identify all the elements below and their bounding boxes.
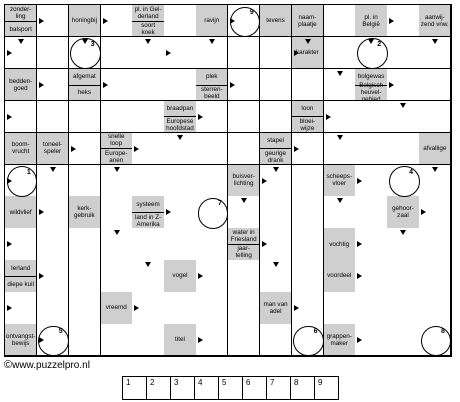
- answer-cell[interactable]: [37, 292, 69, 324]
- clue-cell: [228, 228, 260, 260]
- answer-cell[interactable]: [101, 196, 133, 228]
- down-arrow-icon: [432, 167, 438, 172]
- answer-cell[interactable]: [292, 196, 324, 228]
- clue-text: Europese hoofdstad: [166, 117, 194, 132]
- down-arrow-icon: [273, 167, 279, 172]
- brand-footer: [4, 359, 90, 371]
- answer-box[interactable]: 2: [147, 377, 171, 399]
- clue-cell: [132, 196, 164, 228]
- answer-cell[interactable]: [228, 292, 260, 324]
- answer-box[interactable]: 3: [171, 377, 195, 399]
- copyright-symbol: ©: [4, 359, 13, 371]
- answer-cell[interactable]: [132, 165, 164, 197]
- answer-cell[interactable]: [387, 292, 419, 324]
- clue-text: aanwij- zend vnw.: [420, 13, 449, 28]
- clue-text: naam- plaatje: [298, 13, 317, 28]
- answer-box[interactable]: 5: [219, 377, 243, 399]
- clue-cell: [387, 196, 419, 228]
- clue-text: pl. in Gel- derland: [134, 5, 162, 20]
- clue-text: diepe kuil: [5, 276, 36, 292]
- solution-number: 3: [90, 40, 95, 48]
- answer-cell[interactable]: [419, 292, 451, 324]
- clue-cell: [132, 5, 164, 37]
- answer-cell[interactable]: [164, 165, 196, 197]
- right-arrow-icon: [39, 273, 44, 279]
- answer-cell[interactable]: [228, 324, 260, 356]
- answer-cell[interactable]: [69, 292, 101, 324]
- right-arrow-icon: [7, 305, 12, 311]
- clue-text: man van adel: [263, 300, 288, 315]
- clue-text: heks: [69, 85, 100, 101]
- clue-text: bloei- wijze: [292, 116, 323, 132]
- clue-cell: [5, 260, 37, 292]
- clue-cell: [324, 228, 356, 260]
- answer-cell[interactable]: [292, 69, 324, 101]
- answer-box[interactable]: 6: [243, 377, 267, 399]
- clue-text: voordeel: [327, 272, 352, 280]
- right-arrow-icon: [294, 305, 299, 311]
- clue-text: toneel- speler: [42, 141, 63, 156]
- answer-cell[interactable]: [387, 324, 419, 356]
- right-arrow-icon: [7, 114, 12, 120]
- answer-cell[interactable]: [292, 228, 324, 260]
- clue-text: balsport: [5, 21, 36, 37]
- answer-cell[interactable]: [228, 37, 260, 69]
- answer-cell[interactable]: [355, 133, 387, 165]
- down-arrow-icon: [400, 230, 406, 235]
- answer-cell[interactable]: [101, 37, 133, 69]
- answer-cell[interactable]: [387, 260, 419, 292]
- clue-cell: [355, 69, 387, 101]
- clue-text: vogel: [172, 272, 188, 280]
- answer-cell[interactable]: [419, 69, 451, 101]
- down-arrow-icon: [145, 39, 151, 44]
- solution-number: 2: [377, 40, 382, 48]
- right-arrow-icon: [7, 50, 12, 56]
- right-arrow-icon: [7, 241, 12, 247]
- clue-cell: [5, 133, 37, 165]
- solution-circle: [389, 166, 420, 197]
- clue-cell: [5, 69, 37, 101]
- down-arrow-icon: [368, 39, 374, 44]
- answer-cell[interactable]: [260, 69, 292, 101]
- right-arrow-icon: [198, 273, 203, 279]
- answer-cell[interactable]: [292, 260, 324, 292]
- clue-text: karakter: [296, 49, 319, 57]
- clue-text: afgemat: [72, 73, 96, 81]
- down-arrow-icon: [209, 39, 215, 44]
- answer-cell[interactable]: [260, 324, 292, 356]
- right-arrow-icon: [39, 337, 44, 343]
- answer-cell[interactable]: [132, 69, 164, 101]
- right-arrow-icon: [166, 50, 171, 56]
- clue-cell: [5, 196, 37, 228]
- right-arrow-icon: [7, 178, 12, 184]
- clue-cell: [260, 292, 292, 324]
- right-arrow-icon: [357, 273, 362, 279]
- down-arrow-icon: [50, 167, 56, 172]
- answer-cell[interactable]: [228, 101, 260, 133]
- answer-cell[interactable]: [101, 101, 133, 133]
- clue-text: Belgisch heuvel-: [355, 85, 386, 101]
- answer-cell[interactable]: [69, 165, 101, 197]
- answer-cell[interactable]: [196, 228, 228, 260]
- answer-cell[interactable]: [164, 69, 196, 101]
- clue-text: geurige drank: [260, 148, 291, 164]
- answer-cell[interactable]: [196, 292, 228, 324]
- down-arrow-icon: [273, 262, 279, 267]
- clue-cell: [292, 5, 324, 37]
- clue-text: ravijn: [204, 17, 220, 25]
- answer-cell[interactable]: [101, 260, 133, 292]
- down-arrow-icon: [114, 230, 120, 235]
- answer-cell[interactable]: [387, 133, 419, 165]
- right-arrow-icon: [39, 18, 44, 24]
- clue-text: bedden- goed: [9, 77, 33, 92]
- clue-text: grappen- maker: [326, 332, 352, 347]
- down-arrow-icon: [337, 135, 343, 140]
- answer-cell[interactable]: [260, 101, 292, 133]
- clue-text: titel: [175, 336, 185, 344]
- answer-cell[interactable]: [292, 165, 324, 197]
- right-arrow-icon: [357, 178, 362, 184]
- clue-cell: [69, 5, 101, 37]
- answer-cell[interactable]: [387, 37, 419, 69]
- answer-cell[interactable]: [355, 196, 387, 228]
- clue-text: wildvlief: [9, 208, 32, 216]
- answer-cell[interactable]: [260, 37, 292, 69]
- clue-cell: [324, 324, 356, 356]
- clue-text: sterren- beeld: [196, 85, 227, 101]
- clue-text: tevens: [266, 17, 285, 25]
- solution-number: 5: [58, 328, 63, 336]
- down-arrow-icon: [400, 103, 406, 108]
- answer-cell[interactable]: [196, 165, 228, 197]
- down-arrow-icon: [177, 135, 183, 140]
- clue-text: land in Z- Amerika: [132, 212, 163, 228]
- answer-cell[interactable]: [228, 260, 260, 292]
- answer-cell[interactable]: [69, 260, 101, 292]
- down-arrow-icon: [241, 198, 247, 203]
- clue-text: stapel: [267, 136, 284, 144]
- right-arrow-icon: [230, 18, 235, 24]
- answer-cell[interactable]: [260, 196, 292, 228]
- clue-cell: [101, 133, 133, 165]
- answer-cell[interactable]: [324, 37, 356, 69]
- answer-cell[interactable]: [196, 133, 228, 165]
- answer-box[interactable]: 8: [291, 377, 315, 399]
- down-arrow-icon: [432, 39, 438, 44]
- down-arrow-icon: [82, 39, 88, 44]
- clue-cell: [69, 69, 101, 101]
- clue-cell: [5, 324, 37, 356]
- clue-text: jaar- telling: [228, 244, 259, 260]
- right-arrow-icon: [326, 114, 331, 120]
- clue-text: vreemd: [105, 304, 127, 312]
- right-arrow-icon: [166, 209, 171, 215]
- answer-cell[interactable]: [355, 101, 387, 133]
- clue-text: snelle loop: [108, 133, 125, 148]
- clue-text: scheeps- vloer: [326, 173, 353, 188]
- right-arrow-icon: [134, 305, 139, 311]
- answer-cell[interactable]: [37, 228, 69, 260]
- brand-url: www.puzzelpro.nl: [12, 360, 90, 371]
- clue-cell: [260, 133, 292, 165]
- solution-number: 1: [26, 168, 31, 176]
- crossword-grid: [4, 4, 452, 357]
- solution-number: 8: [441, 328, 445, 336]
- answer-box[interactable]: 4: [195, 377, 219, 399]
- answer-cell[interactable]: [69, 101, 101, 133]
- right-arrow-icon: [294, 50, 299, 56]
- clue-cell: [164, 324, 196, 356]
- clue-text: buisver- lichting: [232, 173, 255, 188]
- clue-cell: [5, 5, 37, 37]
- solution-circle: [198, 198, 229, 229]
- answer-cell[interactable]: [132, 101, 164, 133]
- answer-cell[interactable]: [69, 324, 101, 356]
- answer-row: [122, 376, 339, 400]
- answer-cell[interactable]: [164, 5, 196, 37]
- clue-cell: [419, 5, 451, 37]
- clue-text: plek: [206, 73, 218, 81]
- right-arrow-icon: [357, 337, 362, 343]
- right-arrow-icon: [198, 337, 203, 343]
- answer-cell[interactable]: [324, 5, 356, 37]
- clue-cell: [196, 69, 228, 101]
- down-arrow-icon: [18, 39, 24, 44]
- clue-text: afvallige: [423, 144, 447, 152]
- right-arrow-icon: [103, 18, 108, 24]
- answer-box[interactable]: 9: [315, 377, 339, 399]
- answer-cell[interactable]: [164, 228, 196, 260]
- clue-text: braadpan: [166, 105, 194, 113]
- solution-number: 6: [313, 328, 318, 336]
- clue-text: boom- vrucht: [11, 141, 30, 156]
- clue-text: loon: [301, 105, 314, 113]
- right-arrow-icon: [39, 209, 44, 215]
- answer-cell[interactable]: [419, 101, 451, 133]
- clue-text: gehoor- zaal: [392, 205, 414, 220]
- answer-cell[interactable]: [228, 133, 260, 165]
- clue-text: kerk- gebruik: [74, 205, 95, 220]
- clue-cell: [324, 165, 356, 197]
- clue-cell: [37, 133, 69, 165]
- down-arrow-icon: [145, 262, 151, 267]
- clue-text: vochtig: [329, 240, 350, 248]
- down-arrow-icon: [337, 198, 343, 203]
- right-arrow-icon: [294, 146, 299, 152]
- clue-cell: [196, 5, 228, 37]
- right-arrow-icon: [389, 18, 394, 24]
- answer-cell[interactable]: [101, 324, 133, 356]
- answer-cell[interactable]: [419, 228, 451, 260]
- clue-text: pl. in België: [362, 13, 380, 28]
- answer-cell[interactable]: [132, 324, 164, 356]
- clue-cell: [164, 101, 196, 133]
- answer-cell[interactable]: [37, 101, 69, 133]
- clue-cell: [355, 5, 387, 37]
- right-arrow-icon: [103, 82, 108, 88]
- down-arrow-icon: [337, 71, 343, 76]
- answer-cell[interactable]: [132, 228, 164, 260]
- answer-box[interactable]: 1: [123, 377, 147, 399]
- clue-text: water in Friesland: [230, 229, 257, 244]
- clue-cell: [260, 5, 292, 37]
- right-arrow-icon: [421, 209, 426, 215]
- answer-cell[interactable]: [355, 292, 387, 324]
- answer-box[interactable]: 7: [267, 377, 291, 399]
- clue-text: systeem: [136, 200, 160, 208]
- clue-text: bolgewas: [357, 73, 385, 81]
- clue-cell: [292, 101, 324, 133]
- down-arrow-icon: [305, 39, 311, 44]
- right-arrow-icon: [134, 146, 139, 152]
- clue-cell: [164, 260, 196, 292]
- solution-number: 9: [249, 9, 254, 16]
- answer-cell[interactable]: [324, 292, 356, 324]
- answer-cell[interactable]: [37, 37, 69, 69]
- solution-number: 4: [409, 168, 414, 176]
- clue-text: Europe- anen: [101, 148, 132, 164]
- clue-text: Ierland: [11, 264, 31, 272]
- right-arrow-icon: [357, 241, 362, 247]
- clue-cell: [69, 196, 101, 228]
- clue-cell: [228, 165, 260, 197]
- right-arrow-icon: [71, 146, 76, 152]
- answer-cell[interactable]: [69, 228, 101, 260]
- clue-cell: [101, 292, 133, 324]
- right-arrow-icon: [389, 82, 394, 88]
- answer-cell[interactable]: [164, 292, 196, 324]
- right-arrow-icon: [198, 114, 203, 120]
- answer-cell[interactable]: [419, 260, 451, 292]
- right-arrow-icon: [262, 178, 267, 184]
- clue-cell: [324, 260, 356, 292]
- clue-text: ontvangst- bewijs: [5, 332, 36, 347]
- clue-text: honingbij: [71, 17, 97, 25]
- clue-cell: [419, 133, 451, 165]
- clue-text: zonder- ling: [9, 5, 32, 20]
- right-arrow-icon: [262, 241, 267, 247]
- solution-number: 7: [218, 200, 222, 208]
- down-arrow-icon: [114, 167, 120, 172]
- right-arrow-icon: [39, 82, 44, 88]
- right-arrow-icon: [230, 82, 235, 88]
- clue-text: soort koek: [132, 21, 163, 37]
